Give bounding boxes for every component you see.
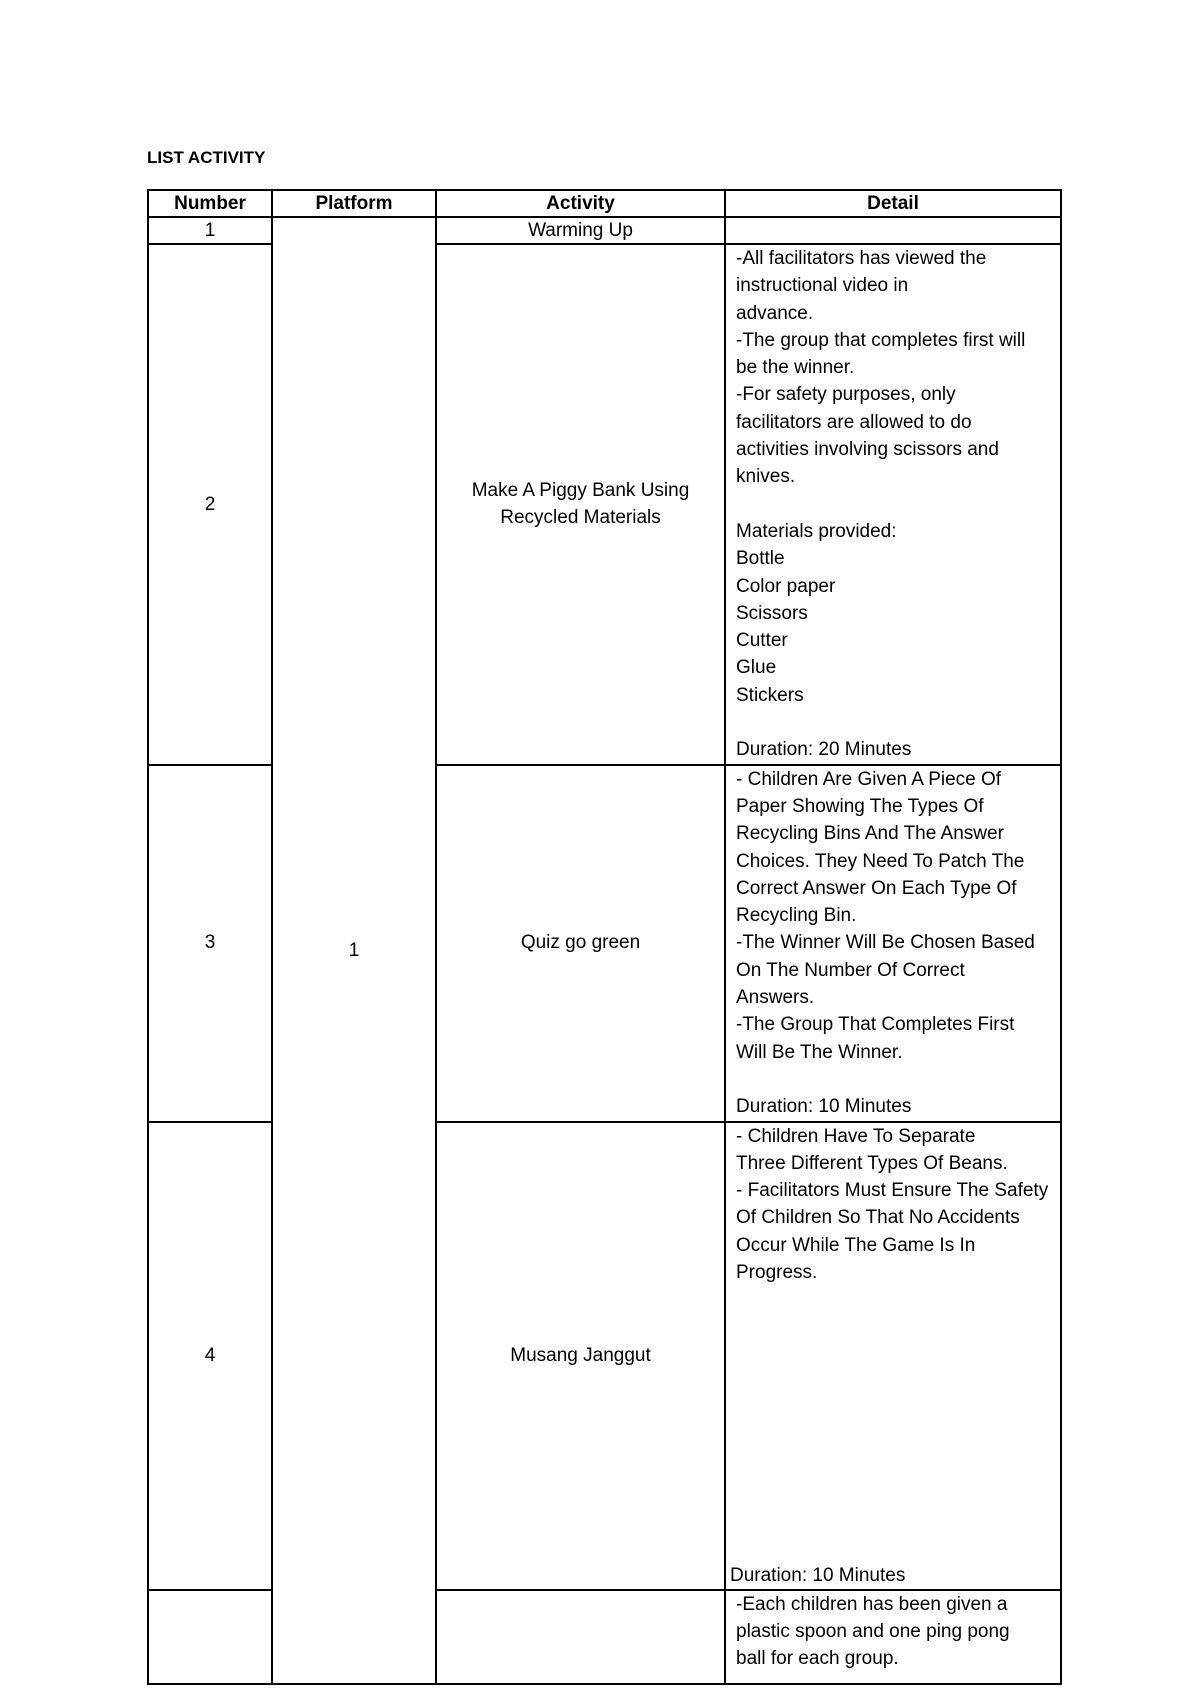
row-duration: Duration: 10 Minutes [730, 1564, 906, 1586]
row-detail: -All facilitators has viewed the instructional video in advance. -The group that completes first will be the winner. -For safety purposes, only facilitators are allowed to do activities involving scissors and knives. Materials provided: Bottle Color paper Scissors Cutter Glue Stickers Duration: 20 Minutes [736, 248, 1026, 761]
row-activity: Warming Up [436, 217, 725, 244]
row-detail-cell [725, 1122, 1061, 1590]
platform-cell: 1 [272, 217, 436, 1684]
header-detail: Detail [725, 190, 1061, 217]
row-activity: Quiz go green [436, 765, 725, 1122]
row-activity: Make A Piggy Bank Using Recycled Materials [436, 244, 725, 765]
row-detail [725, 217, 1061, 244]
table-header-row [148, 190, 1061, 217]
activity-table [147, 189, 1062, 1685]
row-detail: - Children Have To Separate Three Different Types Of Beans. - Facilitators Must Ensure The Safety Of Children So That No Accidents Occur While The Game Is In Progress. [736, 1125, 1049, 1283]
row-number: 2 [148, 244, 272, 765]
page-title: LIST ACTIVITY [147, 148, 266, 167]
table-row [148, 217, 1061, 244]
row-number: 1 [148, 217, 272, 244]
row-detail-cell [725, 1590, 1061, 1684]
row-detail-cell [725, 244, 1061, 765]
row-activity: Musang Janggut [436, 1122, 725, 1590]
row-activity [436, 1590, 725, 1684]
header-number: Number [148, 190, 272, 217]
row-number: 3 [148, 765, 272, 1122]
header-activity: Activity [436, 190, 725, 217]
row-number: 4 [148, 1122, 272, 1590]
row-detail: - Children Are Given A Piece Of Paper Showing The Types Of Recycling Bins And The Answer Choices. They Need To Patch The Correct Answer On Each Type Of Recycling Bin. -The Winner Will Be Chosen Based On The Number Of Correct Answers. -The Group That Completes First Will Be The Winner. Duration: 10 Minutes [736, 768, 1035, 1118]
detail-wrapper [726, 1123, 1060, 1589]
row-detail-cell [725, 765, 1061, 1122]
header-platform: Platform [272, 190, 436, 217]
row-detail: -Each children has been given a plastic spoon and one ping pong ball for each group. [736, 1593, 1010, 1670]
row-number [148, 1590, 272, 1684]
